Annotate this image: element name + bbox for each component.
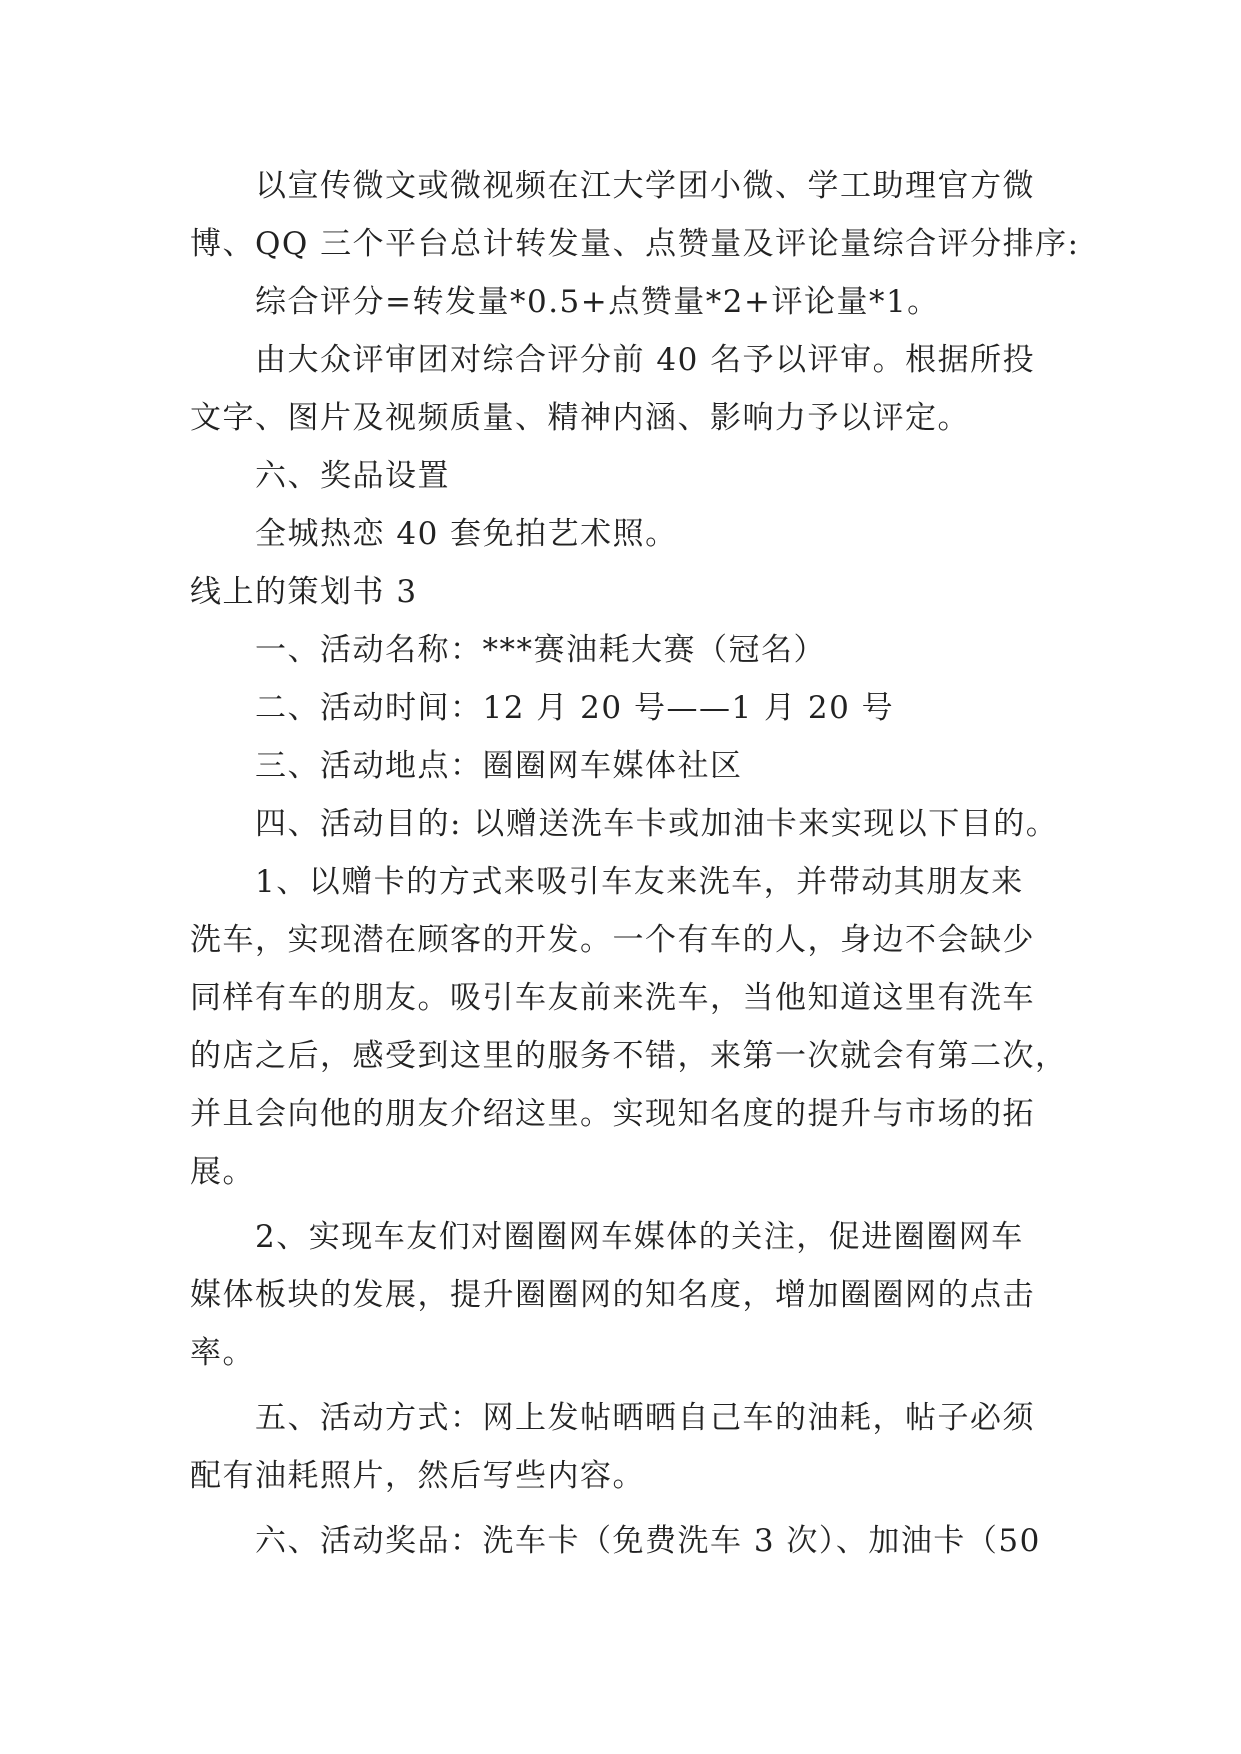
paragraph-line: 全城热恋 40 套免拍艺术照。 [255,516,678,552]
paragraph-line: 文字、图片及视频质量、精神内涵、影响力予以评定。 [190,400,970,436]
paragraph-line: 博、QQ 三个平台总计转发量、点赞量及评论量综合评分排序: [190,226,1080,262]
paragraph-line: 六、活动奖品：洗车卡（免费洗车 3 次）、加油卡（50 [255,1523,1041,1559]
paragraph-line: 洗车，实现潜在顾客的开发。一个有车的人，身边不会缺少 [190,922,1035,958]
paragraph-line: 展。 [190,1154,255,1190]
paragraph-line: 配有油耗照片，然后写些内容。 [190,1458,645,1494]
paragraph-line: 以宣传微文或微视频在江大学团小微、学工助理官方微 [255,168,1035,204]
paragraph-line: 三、活动地点：圈圈网车媒体社区 [255,748,743,784]
paragraph-line: 2、实现车友们对圈圈网车媒体的关注，促进圈圈网车 [255,1219,1024,1255]
paragraph-line: 媒体板块的发展，提升圈圈网的知名度，增加圈圈网的点击 [190,1277,1035,1313]
paragraph-line: 的店之后，感受到这里的服务不错，来第一次就会有第二次， [190,1038,1068,1074]
paragraph-line: 由大众评审团对综合评分前 40 名予以评审。根据所投 [255,342,1036,378]
paragraph-line: 五、活动方式：网上发帖晒晒自己车的油耗，帖子必须 [255,1400,1035,1436]
section-heading: 六、奖品设置 [255,458,450,494]
paragraph-line: 综合评分=转发量*0.5+点赞量*2+评论量*1。 [255,284,940,320]
paragraph-line: 同样有车的朋友。吸引车友前来洗车，当他知道这里有洗车 [190,980,1035,1016]
paragraph-line: 四、活动目的: 以赠送洗车卡或加油卡来实现以下目的。 [255,806,1059,842]
paragraph-line: 二、活动时间：12 月 20 号——1 月 20 号 [255,690,895,726]
paragraph-line: 1、以赠卡的方式来吸引车友来洗车，并带动其朋友来 [255,864,1024,900]
paragraph-line: 并且会向他的朋友介绍这里。实现知名度的提升与市场的拓 [190,1096,1035,1132]
paragraph-line: 一、活动名称：***赛油耗大赛（冠名） [255,632,826,668]
document-title: 线上的策划书 3 [190,574,418,610]
paragraph-line: 率。 [190,1335,255,1371]
